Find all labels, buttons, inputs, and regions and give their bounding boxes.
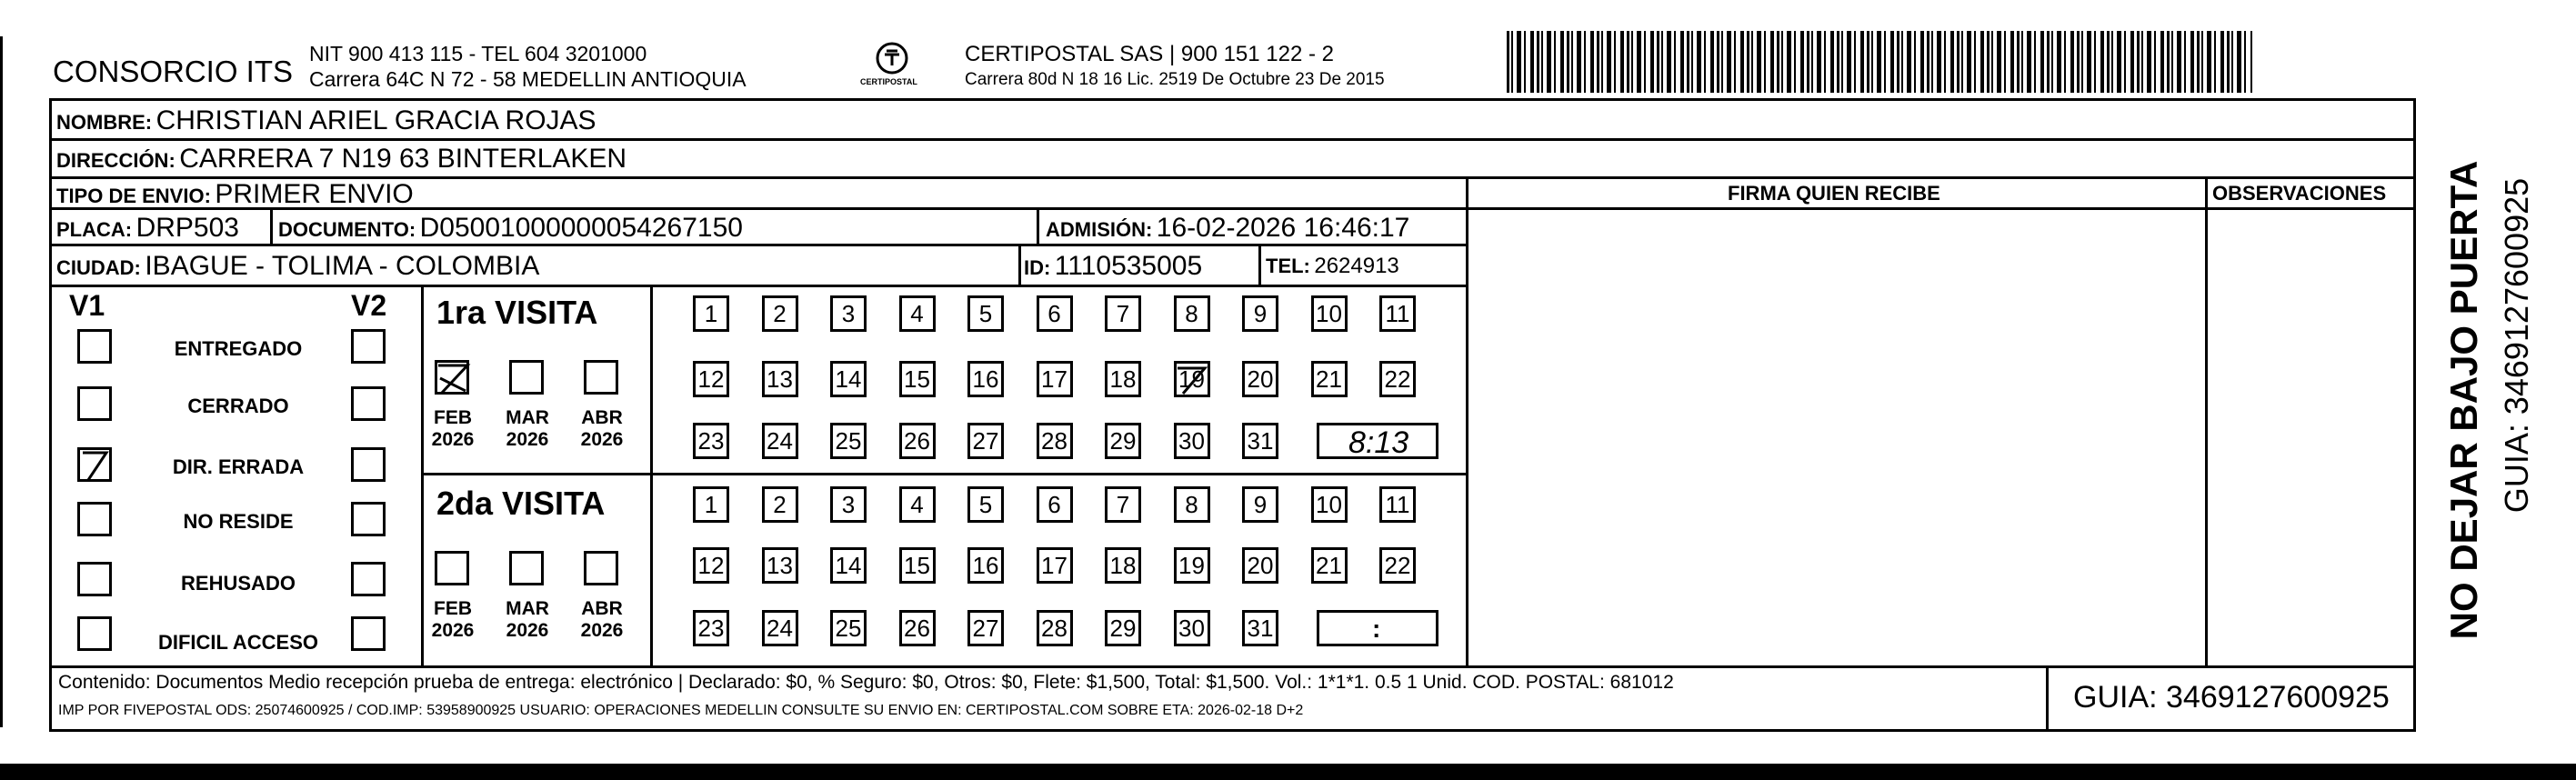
- day-box-checked[interactable]: 19: [1174, 361, 1210, 397]
- v2-checkbox[interactable]: [351, 616, 386, 651]
- day-box[interactable]: 3: [830, 295, 867, 332]
- day-box[interactable]: 18: [1105, 361, 1141, 397]
- documento-value: D05001000000054267150: [419, 213, 743, 243]
- day-box[interactable]: 29: [1105, 423, 1141, 459]
- day-box[interactable]: 16: [967, 361, 1004, 397]
- month-checkbox-checked[interactable]: [435, 360, 469, 395]
- nombre-label: NOMBRE:: [56, 111, 153, 134]
- documento-row: [278, 215, 743, 242]
- day-box[interactable]: 20: [1242, 361, 1278, 397]
- day-box[interactable]: 23: [693, 610, 729, 646]
- col-line: [270, 207, 273, 245]
- row-line: [49, 138, 2416, 141]
- v1-checkbox[interactable]: [77, 616, 112, 651]
- tel-row: [1266, 255, 1399, 277]
- day-box[interactable]: 8: [1174, 295, 1210, 332]
- day-box[interactable]: 15: [899, 361, 936, 397]
- col-line: [1466, 176, 1468, 667]
- v2-checkbox[interactable]: [351, 447, 386, 482]
- v2-checkbox[interactable]: [351, 562, 386, 596]
- direccion-value: CARRERA 7 N19 63 BINTERLAKEN: [179, 144, 627, 174]
- day-box[interactable]: 21: [1311, 547, 1348, 584]
- section-divider: [421, 473, 1467, 475]
- placa-row: [56, 215, 239, 242]
- col-line: [1018, 244, 1021, 285]
- v2-label: V2: [351, 289, 387, 322]
- v1-checkbox[interactable]: [77, 386, 112, 421]
- certipostal-logo: [860, 38, 924, 95]
- footer-line-2: IMP POR FIVEPOSTAL ODS: 25074600925 / COD.IMP: 53958900925 USUARIO: OPERACIONES MEDELLIN CONSULTE SU ENVIO EN: CERTIPOSTAL.COM SOBRE ETA: 2026-02-18 D+2: [58, 703, 1304, 718]
- first-visit-title: 1ra VISITA: [436, 294, 598, 331]
- second-visit-time: :: [1372, 615, 1381, 643]
- placa-value: DRP503: [135, 213, 239, 243]
- day-box[interactable]: 26: [899, 610, 936, 646]
- day-box[interactable]: 26: [899, 423, 936, 459]
- placa-label: PLACA:: [56, 218, 133, 241]
- day-box[interactable]: 6: [1037, 295, 1073, 332]
- v2-checkbox[interactable]: [351, 329, 386, 364]
- row-line: [49, 665, 2416, 668]
- day-box[interactable]: 29: [1105, 610, 1141, 646]
- day-box[interactable]: 24: [762, 610, 798, 646]
- row-line: [49, 285, 1467, 287]
- day-box[interactable]: 28: [1037, 423, 1073, 459]
- v1-checkbox[interactable]: [77, 502, 112, 536]
- day-box[interactable]: 7: [1105, 486, 1141, 523]
- ciudad-value: IBAGUE - TOLIMA - COLOMBIA: [145, 251, 540, 281]
- day-box[interactable]: 9: [1242, 486, 1278, 523]
- day-box[interactable]: 3: [830, 486, 867, 523]
- day-box[interactable]: 10: [1311, 486, 1348, 523]
- month-label: MAR 2026: [506, 598, 549, 642]
- day-box[interactable]: 31: [1242, 423, 1278, 459]
- day-box[interactable]: 15: [899, 547, 936, 584]
- nit-line: NIT 900 413 115 - TEL 604 3201000: [309, 42, 647, 65]
- barcode: [1507, 31, 2252, 93]
- documento-label: DOCUMENTO:: [278, 218, 416, 241]
- status-option: REHUSADO: [181, 572, 296, 595]
- day-box[interactable]: 4: [899, 295, 936, 332]
- direccion-row: [56, 145, 626, 173]
- v1-checkbox[interactable]: [77, 329, 112, 364]
- logo-text: CERTIPOSTAL: [860, 77, 917, 86]
- day-box[interactable]: 9: [1242, 295, 1278, 332]
- certipostal-line: CERTIPOSTAL SAS | 900 151 122 - 2: [965, 42, 1334, 66]
- id-label: ID:: [1024, 256, 1051, 279]
- day-box[interactable]: 5: [967, 295, 1004, 332]
- month-checkbox[interactable]: [584, 551, 618, 585]
- v2-checkbox[interactable]: [351, 502, 386, 536]
- col-line: [1037, 207, 1039, 245]
- day-box[interactable]: 31: [1242, 610, 1278, 646]
- day-box[interactable]: 17: [1037, 361, 1073, 397]
- month-label: FEB 2026: [431, 598, 475, 642]
- ciudad-row: [56, 253, 539, 280]
- nombre-value: CHRISTIAN ARIEL GRACIA ROJAS: [155, 105, 596, 135]
- day-box[interactable]: 1: [693, 486, 729, 523]
- col-line: [1258, 244, 1261, 285]
- day-box[interactable]: 12: [693, 361, 729, 397]
- day-box[interactable]: 8: [1174, 486, 1210, 523]
- tel-label: TEL:: [1266, 255, 1310, 277]
- month-label: MAR 2026: [506, 407, 549, 451]
- day-box[interactable]: 18: [1105, 547, 1141, 584]
- no-dejar-bajo-puerta: NO DEJAR BAJO PUERTA: [2442, 160, 2485, 640]
- month-checkbox[interactable]: [509, 360, 544, 395]
- col-line: [2205, 176, 2208, 667]
- v1-checkbox[interactable]: [77, 562, 112, 596]
- day-box[interactable]: 12: [693, 547, 729, 584]
- footer-guia: GUIA: 3469127600925: [2073, 680, 2390, 715]
- day-box[interactable]: 11: [1379, 295, 1416, 332]
- first-visit-time-box[interactable]: [1317, 423, 1438, 459]
- nombre-row: [56, 107, 596, 135]
- month-checkbox[interactable]: [509, 551, 544, 585]
- observaciones-header: OBSERVACIONES: [2212, 182, 2387, 205]
- footer-line-1: Contenido: Documentos Medio recepción prueba de entrega: electrónico | Declarado: $0, % Seguro: $0, Otros: $0, Flete: $1,500, Total: $1,500. Vol.: 1*1*1. 0.5 1 Unid. COD. POSTAL: 681012: [58, 672, 1674, 693]
- day-box[interactable]: 17: [1037, 547, 1073, 584]
- company-name: CONSORCIO ITS: [53, 55, 294, 88]
- id-value: 1110535005: [1054, 251, 1203, 281]
- day-box[interactable]: 25: [830, 610, 867, 646]
- month-checkbox[interactable]: [435, 551, 469, 585]
- ciudad-label: CIUDAD:: [56, 256, 141, 279]
- day-box[interactable]: 13: [762, 547, 798, 584]
- status-option: NO RESIDE: [183, 510, 294, 533]
- v1-checkbox-checked[interactable]: [77, 447, 112, 482]
- month-label: FEB 2026: [431, 407, 475, 451]
- month-label: ABR 2026: [580, 598, 624, 642]
- second-visit-time-box[interactable]: [1317, 610, 1438, 646]
- day-box[interactable]: 23: [693, 423, 729, 459]
- certipostal-sub: Carrera 80d N 18 16 Lic. 2519 De Octubre 23 De 2015: [965, 70, 1385, 89]
- day-box[interactable]: 11: [1379, 486, 1416, 523]
- status-option: DIR. ERRADA: [172, 455, 305, 478]
- day-box[interactable]: 20: [1242, 547, 1278, 584]
- check-mark-icon: [1174, 361, 1210, 397]
- first-visit-time: 8:13: [1348, 425, 1409, 460]
- bottom-edge: [0, 764, 2576, 780]
- day-box[interactable]: 22: [1379, 547, 1416, 584]
- day-box[interactable]: 21: [1311, 361, 1348, 397]
- direccion-label: DIRECCIÓN:: [56, 149, 175, 172]
- day-box[interactable]: 4: [899, 486, 936, 523]
- check-mark-icon: [435, 360, 471, 396]
- day-box[interactable]: 24: [762, 423, 798, 459]
- address-line: Carrera 64C N 72 - 58 MEDELLIN ANTIOQUIA: [309, 67, 747, 91]
- day-box[interactable]: 30: [1174, 423, 1210, 459]
- check-mark-icon: [77, 447, 112, 482]
- day-box[interactable]: 7: [1105, 295, 1141, 332]
- day-box[interactable]: 28: [1037, 610, 1073, 646]
- day-box[interactable]: 2: [762, 486, 798, 523]
- month-label: ABR 2026: [580, 407, 624, 451]
- day-box[interactable]: 14: [830, 547, 867, 584]
- day-box[interactable]: 27: [967, 423, 1004, 459]
- col-line: [2046, 665, 2049, 732]
- tel-value: 2624913: [1314, 254, 1399, 278]
- tipo-label: TIPO DE ENVIO:: [56, 185, 211, 207]
- day-box[interactable]: 2: [762, 295, 798, 332]
- status-option: CERRADO: [187, 395, 289, 417]
- side-guia: GUIA: 3469127600925: [2498, 177, 2535, 514]
- firma-header: FIRMA QUIEN RECIBE: [1728, 182, 1940, 205]
- tipo-value: PRIMER ENVIO: [215, 179, 414, 209]
- second-visit-title: 2da VISITA: [436, 485, 606, 522]
- id-row: [1024, 253, 1202, 280]
- status-option: ENTREGADO: [174, 337, 303, 360]
- col-line: [650, 285, 653, 666]
- day-box[interactable]: 14: [830, 361, 867, 397]
- day-box[interactable]: 13: [762, 361, 798, 397]
- day-box[interactable]: 22: [1379, 361, 1416, 397]
- day-box[interactable]: 16: [967, 547, 1004, 584]
- month-checkbox[interactable]: [584, 360, 618, 395]
- v2-checkbox[interactable]: [351, 386, 386, 421]
- day-box[interactable]: 10: [1311, 295, 1348, 332]
- day-box[interactable]: 25: [830, 423, 867, 459]
- day-box[interactable]: 6: [1037, 486, 1073, 523]
- day-box[interactable]: 1: [693, 295, 729, 332]
- admision-row: [1046, 215, 1409, 242]
- v1-label: V1: [69, 289, 105, 322]
- status-option: DIFICIL ACCESO: [157, 631, 318, 654]
- day-box[interactable]: 5: [967, 486, 1004, 523]
- day-box[interactable]: 19: [1174, 547, 1210, 584]
- day-box[interactable]: 27: [967, 610, 1004, 646]
- admision-label: ADMISIÓN:: [1046, 218, 1153, 241]
- tipo-row: [56, 181, 414, 208]
- admision-value: 16-02-2026 16:46:17: [1156, 213, 1410, 243]
- left-edge: [0, 36, 3, 727]
- row-line: [49, 244, 1467, 246]
- day-box[interactable]: 30: [1174, 610, 1210, 646]
